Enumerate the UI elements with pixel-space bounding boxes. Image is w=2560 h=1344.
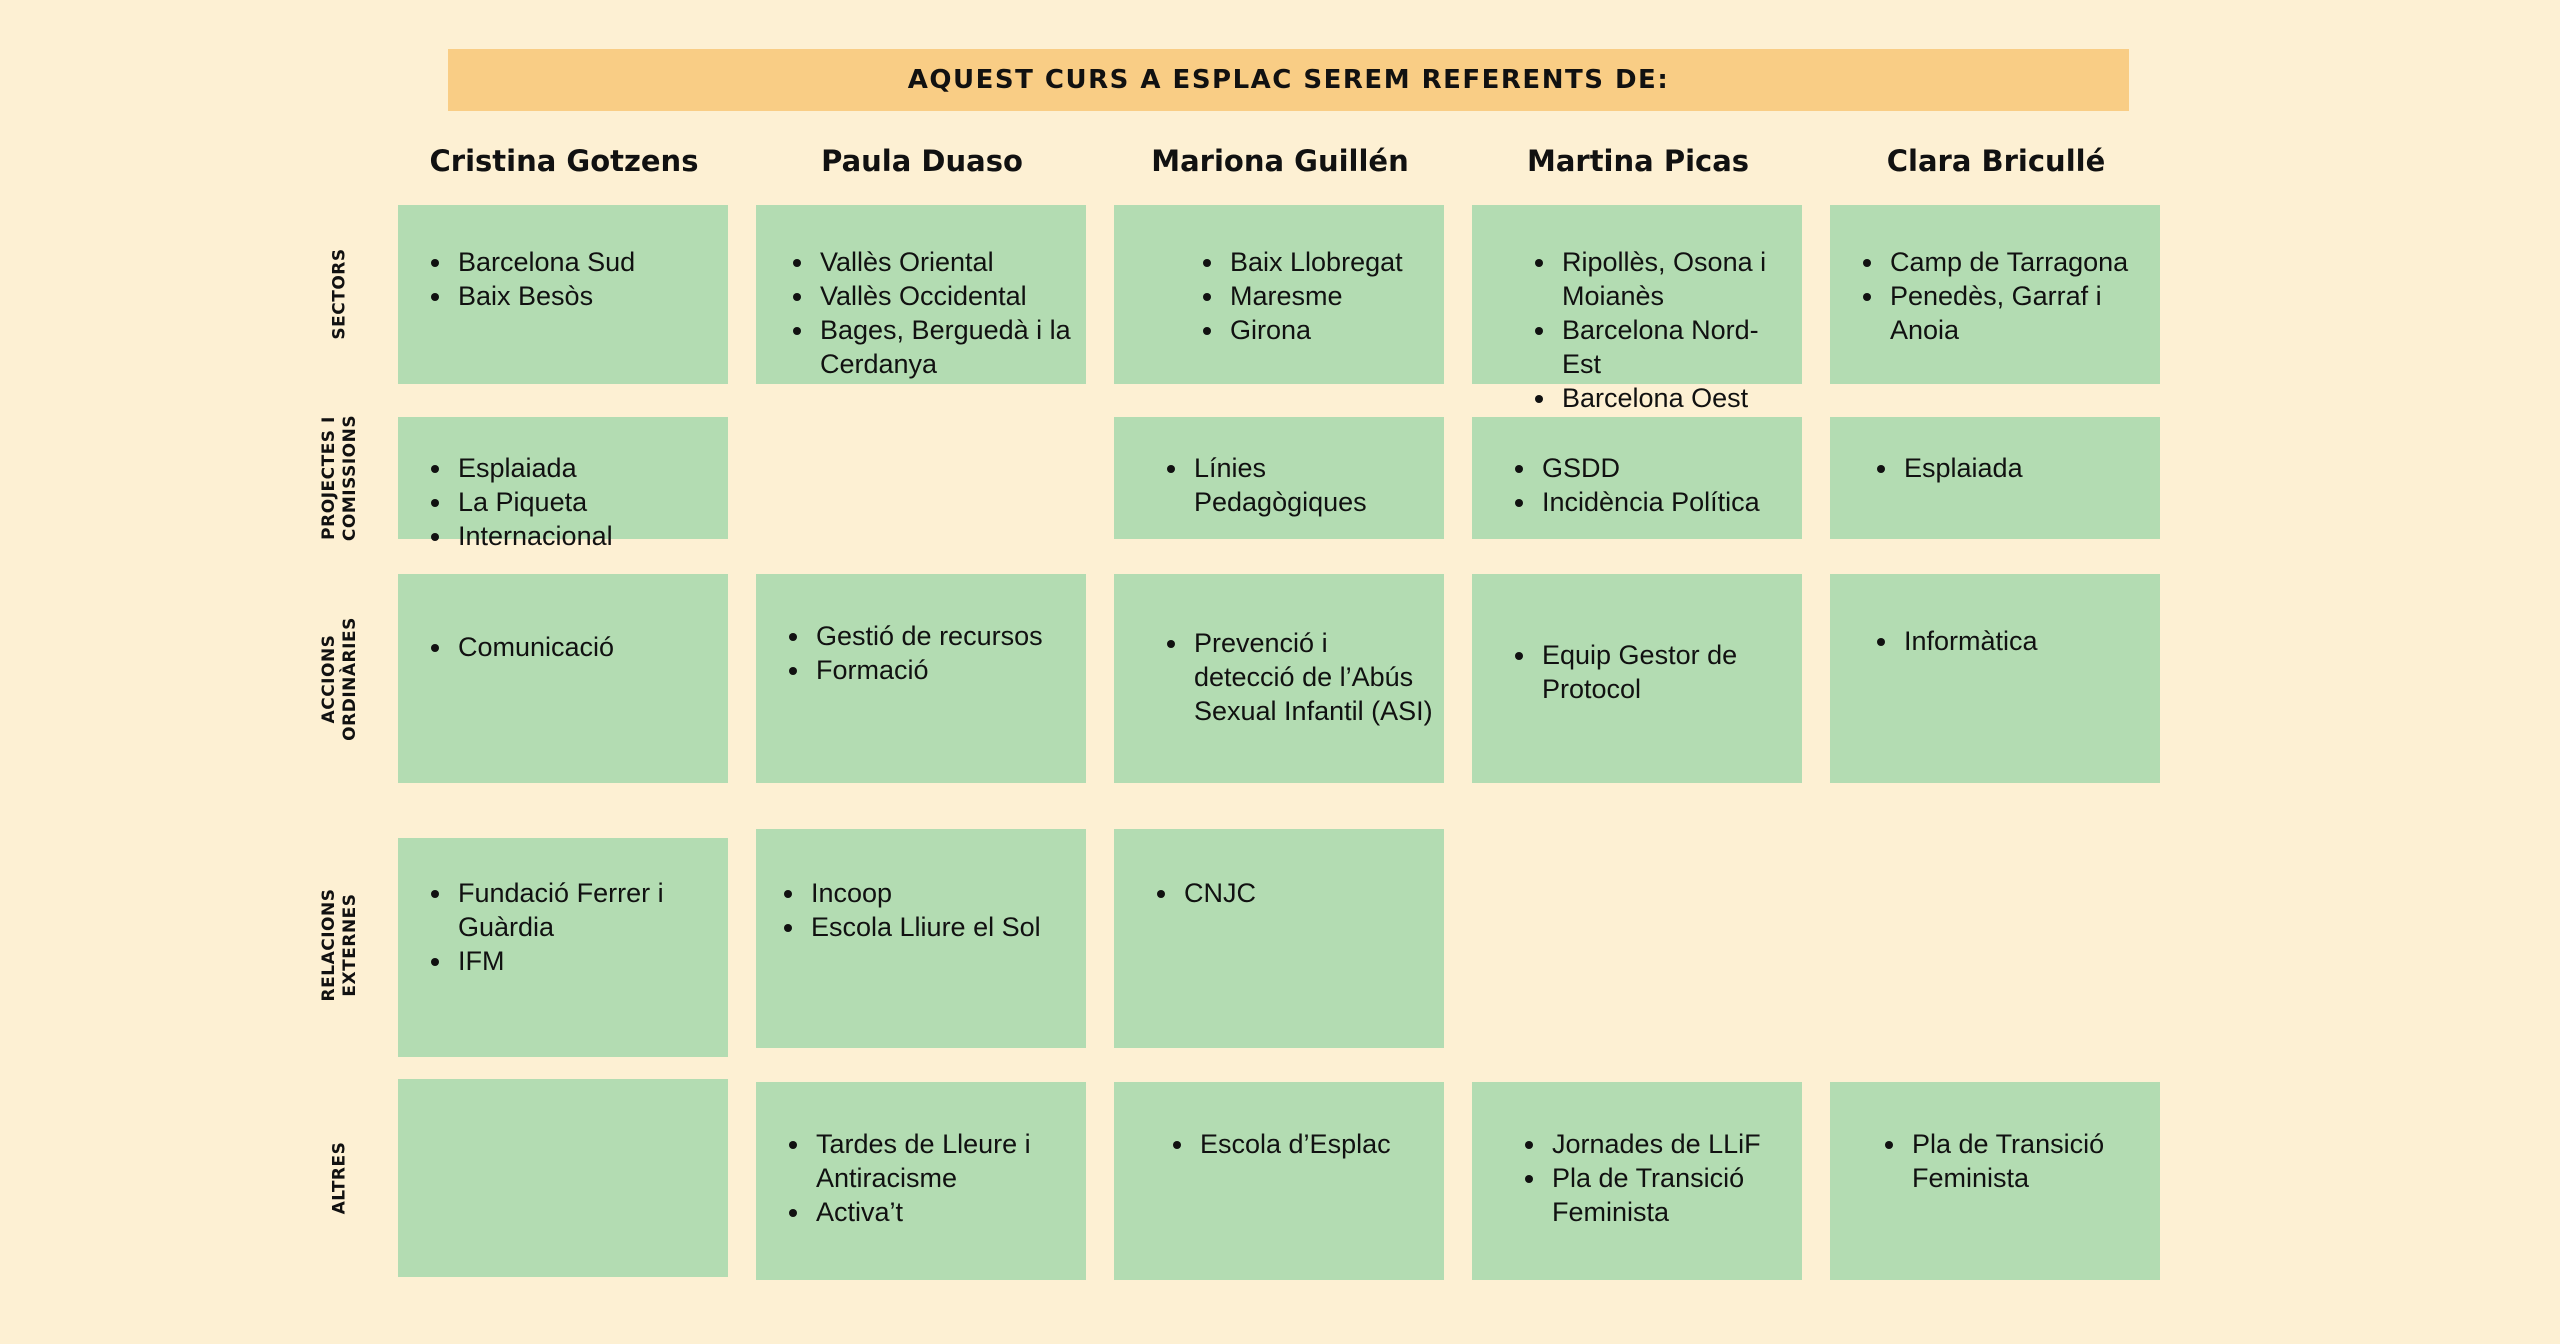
list-item: • Camp de Tarragona [1886,245,2150,279]
person-name-paula-duaso: Paula Duaso [821,144,1023,178]
list-item: • Comunicació [454,630,718,664]
cell-altres-clara-briculle [1830,1082,2160,1280]
list-item: • Incoop [807,876,1076,910]
list-item: • Informàtica [1900,624,2150,658]
list-item: • Maresme [1226,279,1434,313]
cell-projectes-comissions-cristina-gotzens [398,417,728,551]
person-name-mariona-guillen: Mariona Guillén [1151,144,1409,178]
cell-sectors-martina-picas [1472,205,1802,413]
list-item: • Formació [812,653,1076,687]
list-item: • GSDD [1538,451,1792,485]
cell-accions-ordinaries-paula-duaso [756,574,1086,783]
list-item: • Bages, Berguedà i la Cerdanya [816,313,1076,381]
row-label-line: EXTERNES [340,893,360,997]
cell-list [418,630,718,664]
cell-sectors-mariona-guillen [1114,205,1444,384]
cell-accions-ordinaries-mariona-guillen [1114,574,1444,783]
list-item: • Esplaiada [454,451,718,485]
row-label-altres [330,1028,351,1328]
row-label-line: ORDINÀRIES [340,617,360,741]
list-item: • Equip Gestor de Protocol [1538,638,1792,706]
cell-altres-mariona-guillen [1114,1082,1444,1280]
cell-relacions-externes-cristina-gotzens [398,838,728,1057]
row-label-line: COMISSIONS [340,414,360,542]
title-banner [448,49,2129,111]
row-label-line: PROJECTES I [319,416,339,540]
row-label-line: SECTORS [329,248,350,340]
list-item: • Internacional [454,519,718,553]
person-name-martina-picas: Martina Picas [1526,144,1750,178]
list-item: • Barcelona Oest [1558,381,1792,415]
list-item: • Fundació Ferrer i Guàrdia [454,876,718,944]
cell-accions-ordinaries-martina-picas [1472,574,1802,783]
list-item: • Baix Llobregat [1226,245,1434,279]
list-item: • Escola Lliure el Sol [807,910,1076,944]
person-name-clara-briculle: Clara Bricullé [1886,144,2106,178]
list-item: • Baix Besòs [454,279,718,313]
cell-projectes-comissions-martina-picas [1472,417,1802,539]
cell-altres-cristina-gotzens [398,1079,728,1277]
cell-list [1160,1127,1434,1161]
list-item: • Vallès Oriental [816,245,1076,279]
cell-sectors-clara-briculle [1830,205,2160,384]
list-item: • Prevenció i detecció de l’Abús Sexual Infantil (ASI) [1190,626,1434,728]
cell-accions-ordinaries-clara-briculle [1830,574,2160,783]
row-label-line: RELACIONS [319,888,339,1002]
cell-sectors-paula-duaso [756,205,1086,384]
cell-list [1872,1127,2150,1195]
cell-projectes-comissions-mariona-guillen [1114,417,1444,539]
cell-list [1154,451,1434,519]
list-item: • Activa’t [812,1195,1076,1229]
cell-list [1864,451,2150,485]
list-item: • Pla de Transició Feminista [1908,1127,2150,1195]
cell-sectors-cristina-gotzens [398,205,728,384]
cell-list [1512,1127,1792,1229]
cell-list [1154,626,1434,728]
list-item: • Esplaiada [1900,451,2150,485]
cell-list [771,876,1076,944]
list-item: • Incidència Política [1538,485,1792,519]
cell-list [1144,876,1434,910]
cell-list [1522,245,1792,415]
list-item: • Tardes de Lleure i Antiracisme [812,1127,1076,1195]
row-label-line: ACCIONS [319,634,339,724]
list-item: • CNJC [1180,876,1434,910]
list-item: • Escola d’Esplac [1196,1127,1434,1161]
cell-accions-ordinaries-cristina-gotzens [398,574,728,783]
list-item: • Barcelona Nord-Est [1558,313,1792,381]
cell-relacions-externes-paula-duaso [756,829,1086,1048]
list-item: • Ripollès, Osona i Moianès [1558,245,1792,313]
list-item: • La Piqueta [454,485,718,519]
list-item: • Jornades de LLiF [1548,1127,1792,1161]
person-name-cristina-gotzens: Cristina Gotzens [429,144,699,178]
list-item: • Penedès, Garraf i Anoia [1886,279,2150,347]
cell-list [1190,245,1434,347]
cell-projectes-comissions-clara-briculle [1830,417,2160,539]
cell-list [418,451,718,553]
cell-list [1850,245,2150,347]
cell-list [1864,624,2150,658]
list-item: • IFM [454,944,718,978]
cell-altres-paula-duaso [756,1082,1086,1280]
list-item: • Línies Pedagògiques [1190,451,1434,519]
list-item: • Gestió de recursos [812,619,1076,653]
row-label-line: ALTRES [329,1141,350,1215]
cell-list [1502,638,1792,706]
list-item: • Vallès Occidental [816,279,1076,313]
list-item: • Barcelona Sud [454,245,718,279]
row-label-accions-ordinaries [319,529,361,829]
page-title: AQUEST CURS A ESPLAC SEREM REFERENTS DE: [907,65,1670,95]
cell-altres-martina-picas [1472,1082,1802,1280]
cell-relacions-externes-mariona-guillen [1114,829,1444,1048]
list-item: • Girona [1226,313,1434,347]
cell-list [780,245,1076,381]
cell-list [1502,451,1792,519]
cell-list [418,876,718,978]
cell-list [776,619,1076,687]
cell-list [776,1127,1076,1229]
cell-list [418,245,718,313]
list-item: • Pla de Transició Feminista [1548,1161,1792,1229]
